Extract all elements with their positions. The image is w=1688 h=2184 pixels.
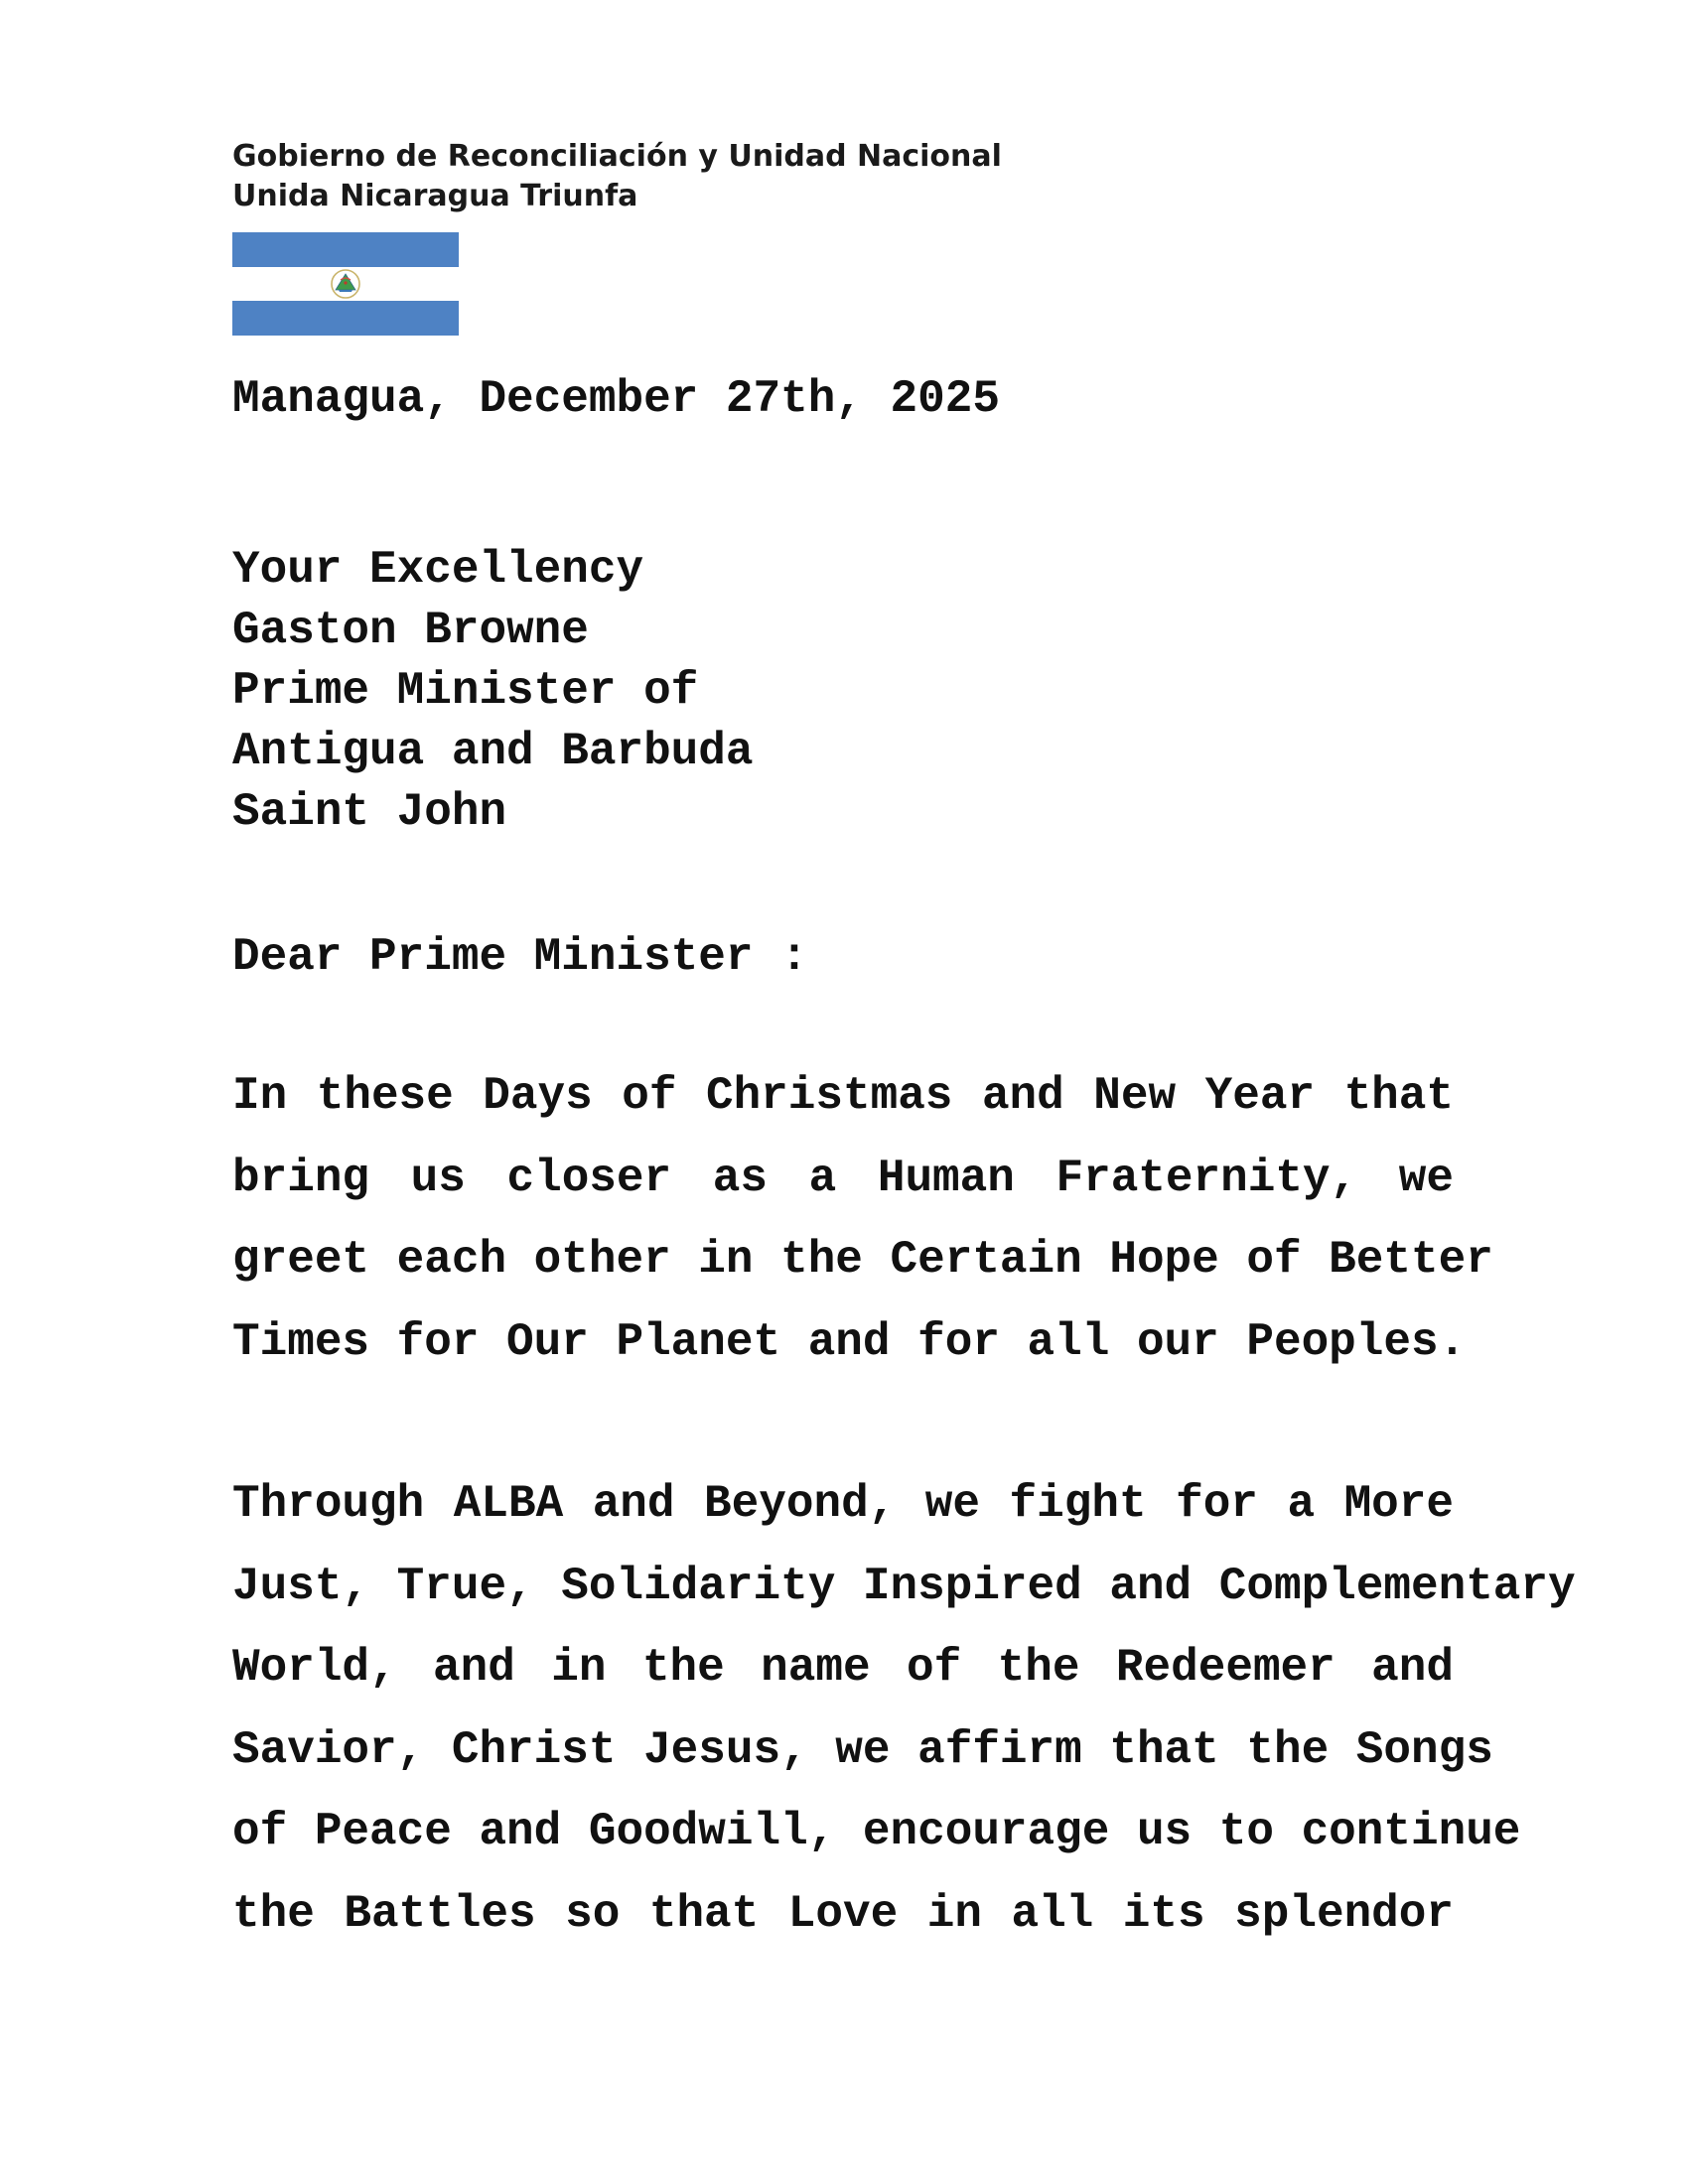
paragraph-line: Savior, Christ Jesus, we affirm that the Songs [232,1723,1493,1776]
letterhead-government: Gobierno de Reconciliación y Unidad Nacional [232,139,1002,174]
recipient-city: Saint John [232,786,507,838]
salutation: Dear Prime Minister : [232,931,808,983]
paragraph-line: bring us closer as a Human Fraternity, we [232,1152,1454,1204]
nicaragua-flag-icon [232,232,459,336]
recipient-title: Your Excellency [232,544,644,596]
recipient-position: Prime Minister of [232,665,699,717]
letterhead [232,137,1002,216]
paragraph-line: Just, True, Solidarity Inspired and Complementary [232,1560,1576,1612]
flag-top-stripe [232,232,459,267]
body-paragraph-1 [232,1055,1493,1383]
paragraph-line: Times for Our Planet and for all our Peoples. [232,1315,1467,1368]
paragraph-line: the Battles so that Love in all its splendor [232,1887,1454,1940]
paragraph-line: of Peace and Goodwill, encourage us to continue [232,1806,1521,1857]
recipient-block [232,540,754,843]
coat-of-arms-icon [325,268,366,300]
paragraph-line: Through ALBA and Beyond, we fight for a More [232,1478,1454,1530]
paragraph-line: World, and in the name of the Redeemer and [232,1642,1454,1694]
paragraph-line: In these Days of Christmas and New Year that [232,1070,1454,1122]
body-paragraph-2 [232,1463,1576,1955]
flag-middle-stripe [232,267,459,302]
recipient-name: Gaston Browne [232,605,589,656]
letterhead-motto: Unida Nicaragua Triunfa [232,179,638,213]
paragraph-line: greet each other in the Certain Hope of Better [232,1234,1493,1286]
date-line: Managua, December 27th, 2025 [232,373,1000,425]
flag-bottom-stripe [232,301,459,336]
recipient-country: Antigua and Barbuda [232,726,754,777]
